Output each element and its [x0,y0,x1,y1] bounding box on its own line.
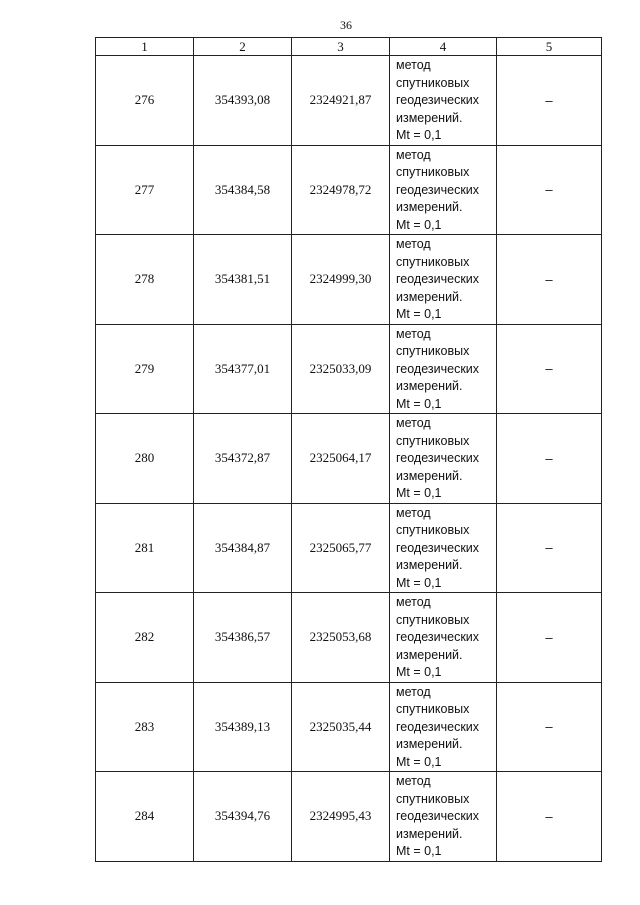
x-coordinate-cell: 354377,01 [194,324,292,414]
y-coordinate-cell: 2324999,30 [292,235,390,325]
column-header-4: 4 [390,38,497,56]
y-coordinate-cell: 2324921,87 [292,56,390,146]
table-row [96,682,602,772]
method-line: геодезических [396,182,480,197]
method-cell [390,682,497,772]
method-line: Mt = 0,1 [396,844,442,858]
method-line: Mt = 0,1 [396,754,442,769]
method-line: геодезических [396,809,480,823]
method-line: измерений. [396,737,463,751]
table-row [96,414,602,504]
method-cell [390,145,497,235]
method-line: измерений. [396,379,463,393]
point-number-cell: 284 [96,772,194,862]
method-line: измерений. [396,647,463,662]
method-cell [390,324,497,414]
method-line: геодезических [396,451,480,465]
point-number-cell: 279 [96,324,194,414]
method-cell [390,503,497,593]
column-header-5: 5 [497,38,602,56]
note-cell: – [497,772,602,862]
y-coordinate-cell: 2325065,77 [292,503,390,593]
column-header-2: 2 [194,38,292,56]
method-line: геодезических [396,93,480,107]
table-row [96,145,602,235]
method-line: метод [396,147,431,162]
note-cell: – [497,503,602,593]
table-row [96,772,602,862]
column-header-3: 3 [292,38,390,56]
point-number-cell: 281 [96,503,194,593]
method-line: спутниковых [396,344,470,358]
method-line: спутниковых [396,523,470,537]
method-line: Mt = 0,1 [396,396,442,411]
method-line: геодезических [396,361,480,376]
note-cell: – [497,145,602,235]
y-coordinate-cell: 2324978,72 [292,145,390,235]
x-coordinate-cell: 354372,87 [194,414,292,504]
point-number-cell: 276 [96,56,194,146]
note-cell: – [497,414,602,504]
table-row [96,56,602,146]
method-line: метод [396,416,431,430]
method-line: спутниковых [396,612,470,627]
point-number-cell: 277 [96,145,194,235]
method-cell [390,772,497,862]
method-line: геодезических [396,630,480,644]
method-line: геодезических [396,272,480,286]
method-line: спутниковых [396,433,470,448]
method-line: спутниковых [396,702,470,716]
method-line: измерений. [396,110,463,125]
method-line: измерений. [396,200,463,214]
x-coordinate-cell: 354386,57 [194,593,292,683]
point-number-cell: 282 [96,593,194,683]
x-coordinate-cell: 354393,08 [194,56,292,146]
x-coordinate-cell: 354384,58 [194,145,292,235]
y-coordinate-cell: 2325035,44 [292,682,390,772]
method-line: метод [396,237,431,251]
method-line: спутниковых [396,165,470,179]
method-line: метод [396,684,431,699]
method-cell [390,56,497,146]
method-line: геодезических [396,719,480,734]
method-line: метод [396,774,431,788]
method-line: спутниковых [396,75,470,90]
x-coordinate-cell: 354384,87 [194,503,292,593]
note-cell: – [497,235,602,325]
x-coordinate-cell: 354394,76 [194,772,292,862]
y-coordinate-cell: 2325053,68 [292,593,390,683]
y-coordinate-cell: 2325064,17 [292,414,390,504]
method-cell [390,414,497,504]
y-coordinate-cell: 2325033,09 [292,324,390,414]
point-number-cell: 278 [96,235,194,325]
method-line: измерений. [396,558,463,572]
column-header-1: 1 [96,38,194,56]
table-row [96,593,602,683]
method-line: измерений. [396,289,463,304]
method-line: метод [396,58,431,72]
table-row [96,235,602,325]
y-coordinate-cell: 2324995,43 [292,772,390,862]
page-number: 36 [340,18,352,32]
point-number-cell: 280 [96,414,194,504]
coordinates-table [95,37,602,862]
method-line: измерений. [396,826,463,841]
note-cell: – [497,324,602,414]
method-line: спутниковых [396,254,470,269]
method-line: Mt = 0,1 [396,128,442,142]
method-line: метод [396,326,431,341]
method-line: метод [396,595,431,609]
method-line: спутниковых [396,791,470,806]
method-line: геодезических [396,540,480,555]
method-line: метод [396,505,431,520]
method-line: измерений. [396,468,463,483]
table-row [96,324,602,414]
method-line: Mt = 0,1 [396,575,442,590]
method-cell [390,235,497,325]
method-line: Mt = 0,1 [396,665,442,679]
note-cell: – [497,593,602,683]
table-row [96,503,602,593]
method-cell [390,593,497,683]
x-coordinate-cell: 354389,13 [194,682,292,772]
method-line: Mt = 0,1 [396,307,442,321]
method-line: Mt = 0,1 [396,486,442,500]
x-coordinate-cell: 354381,51 [194,235,292,325]
method-line: Mt = 0,1 [396,217,442,232]
note-cell: – [497,682,602,772]
point-number-cell: 283 [96,682,194,772]
table-header-row [96,38,602,56]
note-cell: – [497,56,602,146]
